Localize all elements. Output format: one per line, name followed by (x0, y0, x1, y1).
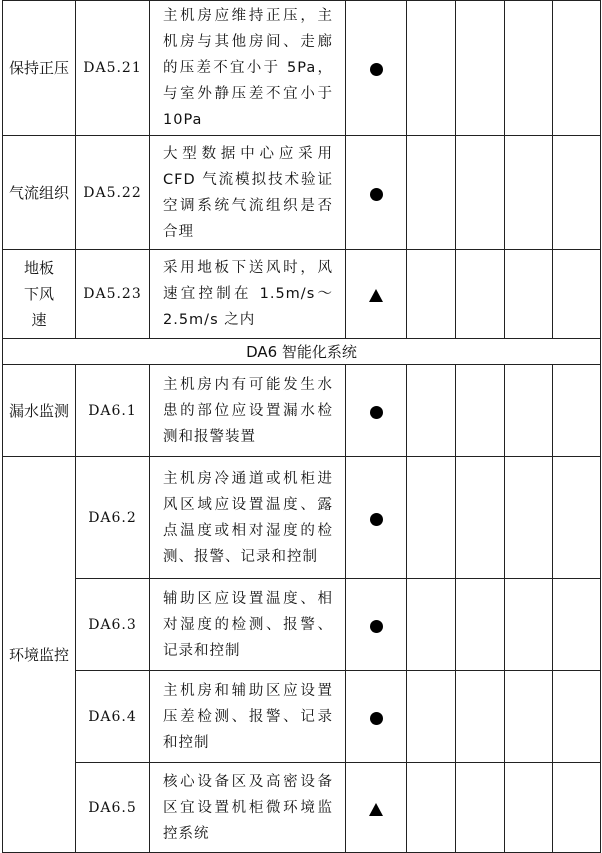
empty-cell (553, 1, 601, 136)
empty-cell (553, 671, 601, 763)
empty-cell (505, 763, 553, 853)
filled-circle-icon (370, 63, 383, 76)
filled-triangle-icon (369, 803, 383, 816)
empty-cell (553, 136, 601, 250)
empty-cell (553, 250, 601, 339)
table-row (3, 365, 601, 457)
empty-cell (456, 136, 505, 250)
empty-cell (456, 579, 505, 671)
group-name: 环境监控 (3, 457, 76, 853)
empty-cell (456, 671, 505, 763)
table-row (3, 250, 601, 339)
filled-circle-icon (370, 620, 383, 633)
item-requirement: 主机房应维持正压，主机房与其他房间、走廊的压差不宜小于 5Pa，与室外静压差不宜小于 10Pa (150, 1, 346, 136)
table-row (3, 671, 601, 763)
empty-cell (505, 579, 553, 671)
mandatory-mark (346, 365, 407, 457)
item-requirement: 主机房冷通道或机柜进风区域应设置温度、露点温度或相对湿度的检测、报警、记录和控制 (150, 457, 346, 579)
empty-cell (456, 365, 505, 457)
filled-circle-icon (370, 513, 383, 526)
mandatory-mark (346, 136, 407, 250)
item-requirement: 核心设备区及高密设备区宜设置机柜微环境监控系统 (150, 763, 346, 853)
item-code: DA6.1 (76, 365, 150, 457)
item-requirement: 主机房和辅助区应设置压差检测、报警、记录和控制 (150, 671, 346, 763)
empty-cell (407, 671, 456, 763)
empty-cell (407, 1, 456, 136)
item-code: DA5.23 (76, 250, 150, 339)
empty-cell (407, 365, 456, 457)
empty-cell (407, 763, 456, 853)
item-name: 漏水监测 (3, 365, 76, 457)
item-requirement: 辅助区应设置温度、相对湿度的检测、报警、记录和控制 (150, 579, 346, 671)
empty-cell (505, 136, 553, 250)
empty-cell (553, 365, 601, 457)
filled-triangle-icon (369, 289, 383, 302)
empty-cell (553, 579, 601, 671)
mandatory-mark (346, 579, 407, 671)
mandatory-mark (346, 457, 407, 579)
empty-cell (505, 457, 553, 579)
empty-cell (505, 250, 553, 339)
item-requirement: 采用地板下送风时，风速宜控制在 1.5m/s～2.5m/s 之内 (150, 250, 346, 339)
filled-circle-icon (370, 406, 383, 419)
section-title: DA6 智能化系统 (3, 339, 601, 365)
empty-cell (456, 457, 505, 579)
table-row (3, 136, 601, 250)
recommended-mark (346, 250, 407, 339)
mandatory-mark (346, 671, 407, 763)
item-code: DA5.21 (76, 1, 150, 136)
requirements-table (2, 0, 601, 853)
empty-cell (456, 763, 505, 853)
empty-cell (456, 1, 505, 136)
mandatory-mark (346, 1, 407, 136)
filled-circle-icon (370, 712, 383, 725)
item-code: DA5.22 (76, 136, 150, 250)
item-code: DA6.4 (76, 671, 150, 763)
empty-cell (505, 365, 553, 457)
item-requirement: 大型数据中心应采用 CFD 气流模拟技术验证空调系统气流组织是否合理 (150, 136, 346, 250)
table-row (3, 579, 601, 671)
empty-cell (407, 136, 456, 250)
empty-cell (505, 671, 553, 763)
item-requirement: 主机房内有可能发生水患的部位应设置漏水检测和报警装置 (150, 365, 346, 457)
item-name: 保持正压 (3, 1, 76, 136)
filled-circle-icon (370, 188, 383, 201)
recommended-mark (346, 763, 407, 853)
empty-cell (553, 763, 601, 853)
item-name: 气流组织 (3, 136, 76, 250)
empty-cell (456, 250, 505, 339)
table-row (3, 457, 601, 579)
empty-cell (407, 579, 456, 671)
empty-cell (407, 250, 456, 339)
section-row (3, 339, 601, 365)
table-row (3, 1, 601, 136)
item-code: DA6.3 (76, 579, 150, 671)
empty-cell (505, 1, 553, 136)
table-row (3, 763, 601, 853)
item-name: 地板下风速 (3, 250, 76, 339)
item-code: DA6.5 (76, 763, 150, 853)
item-code: DA6.2 (76, 457, 150, 579)
empty-cell (553, 457, 601, 579)
empty-cell (407, 457, 456, 579)
